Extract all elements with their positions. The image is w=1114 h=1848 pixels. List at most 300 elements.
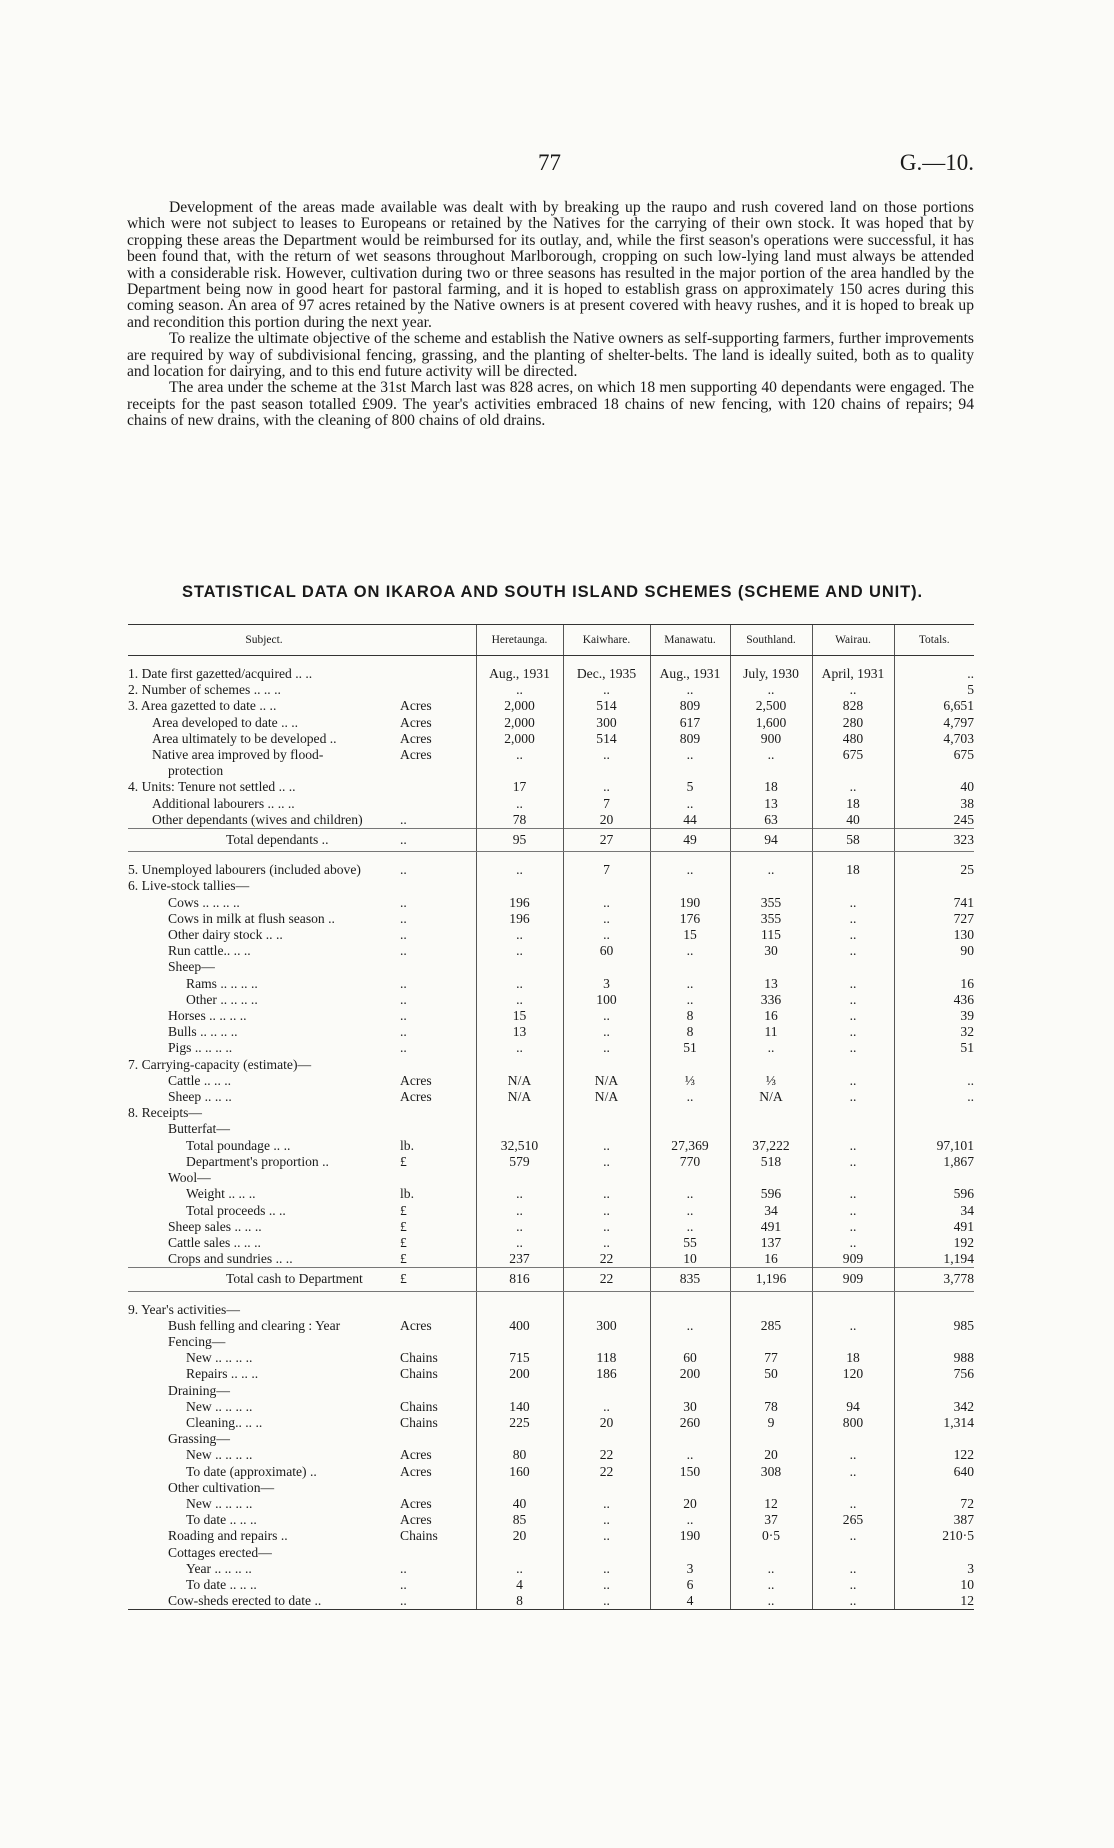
cell-manawatu: .. [650, 976, 730, 992]
cell-southland: 18 [730, 779, 812, 795]
cell-kaiwhare: .. [563, 1138, 650, 1154]
table-row [128, 878, 974, 894]
row-subject: Total dependants .. [128, 829, 400, 852]
cell-wairau: .. [812, 779, 894, 795]
cell-manawatu: 3 [650, 1561, 730, 1577]
cell-southland: 37,222 [730, 1138, 812, 1154]
cell-totals: 985 [894, 1318, 974, 1334]
cell-kaiwhare: .. [563, 1512, 650, 1528]
row-subject: 9. Year's activities— [128, 1301, 240, 1317]
cell-kaiwhare [563, 1105, 650, 1121]
cell-heretaunga: 140 [476, 1399, 563, 1415]
cell-manawatu: 176 [650, 911, 730, 927]
cell-heretaunga [476, 1170, 563, 1186]
row-subject: Cottages erected— [168, 1544, 272, 1560]
cell-wairau: .. [812, 1593, 894, 1610]
cell-manawatu: 49 [650, 829, 730, 852]
table-row [128, 1528, 974, 1544]
cell-totals [894, 1431, 974, 1447]
cell-wairau [812, 1334, 894, 1350]
cell-heretaunga: .. [476, 1235, 563, 1251]
cell-manawatu: .. [650, 747, 730, 763]
cell-manawatu [650, 1383, 730, 1399]
row-subject: Bush felling and clearing : Year [168, 1317, 341, 1333]
row-subject: Cow-sheds erected to date .. [128, 1593, 400, 1610]
cell-heretaunga: 816 [476, 1268, 563, 1291]
row-subject: To date .. .. .. [186, 1512, 257, 1528]
cell-heretaunga: 80 [476, 1447, 563, 1463]
cell-kaiwhare: 186 [563, 1366, 650, 1382]
cell-heretaunga: Aug., 1931 [476, 666, 563, 682]
document-code: G.—10. [899, 150, 974, 175]
table-row [128, 1040, 974, 1056]
cell-kaiwhare [563, 1334, 650, 1350]
cell-southland: 900 [730, 731, 812, 747]
cell-southland: 94 [730, 829, 812, 852]
cell-totals: 34 [894, 1203, 974, 1219]
row-unit: .. [400, 927, 407, 943]
cell-southland [730, 1057, 812, 1073]
row-subject: Total poundage .. .. [186, 1137, 291, 1153]
row-unit [400, 1383, 476, 1399]
cell-wairau: 94 [812, 1399, 894, 1415]
cell-wairau: .. [812, 682, 894, 698]
cell-kaiwhare: 3 [563, 976, 650, 992]
cell-manawatu: 8 [650, 1008, 730, 1024]
cell-totals [894, 1105, 974, 1121]
cell-totals [894, 878, 974, 894]
cell-kaiwhare [563, 1057, 650, 1073]
cell-manawatu: 150 [650, 1464, 730, 1480]
table-row [128, 1186, 974, 1202]
cell-southland: 336 [730, 992, 812, 1008]
cell-kaiwhare: .. [563, 1528, 650, 1544]
cell-southland [730, 959, 812, 975]
row-subject: Other dependants (wives and children) [152, 811, 363, 827]
cell-southland: 308 [730, 1464, 812, 1480]
cell-kaiwhare [563, 878, 650, 894]
cell-kaiwhare: .. [563, 1186, 650, 1202]
cell-manawatu: 617 [650, 715, 730, 731]
cell-manawatu: 809 [650, 698, 730, 714]
column-header-southland: Southland. [730, 625, 812, 656]
cell-kaiwhare: 22 [563, 1464, 650, 1480]
cell-heretaunga: 40 [476, 1496, 563, 1512]
cell-manawatu: 55 [650, 1235, 730, 1251]
row-unit: Chains [400, 1414, 438, 1430]
cell-kaiwhare: .. [563, 1154, 650, 1170]
row-subject: Wool— [168, 1170, 211, 1186]
cell-kaiwhare: 22 [563, 1251, 650, 1268]
cell-manawatu: .. [650, 1512, 730, 1528]
table-row [128, 911, 974, 927]
cell-wairau: 265 [812, 1512, 894, 1528]
cell-totals: .. [894, 666, 974, 682]
table-row [128, 1447, 974, 1463]
cell-manawatu [650, 1302, 730, 1318]
cell-kaiwhare: .. [563, 927, 650, 943]
paragraph: Development of the areas made available was dealt with by breaking up the raupo and rush covered land on those portions which were not subject to leases to Europeans or retained by the Natives for the carrying of their own stock. It was hoped that by cropping these areas the Department would be reimbursed for its outlay, and, while the first season's operations were successful, it has been found that, with the return of wet seasons throughout Marlborough, cropping on such low-lying land must always be attended with a considerable risk. However, cultivation during two or three seasons has resulted in the major portion of the area handled by the Department being now in good heart for pastoral farming, and it is hoped to establish grass on approximately 150 acres during this coming season. An area of 97 acres retained by the Native owners is at present covered with heavy rushes, and it is hoped to break up and recondition this portion during the next year. [127, 199, 974, 331]
cell-wairau: .. [812, 1138, 894, 1154]
cell-totals: 988 [894, 1350, 974, 1366]
cell-manawatu: .. [650, 1318, 730, 1334]
table-row [128, 829, 974, 852]
table-row [128, 927, 974, 943]
row-unit: Acres [400, 1447, 432, 1463]
cell-kaiwhare: 300 [563, 1318, 650, 1334]
cell-manawatu: .. [650, 1203, 730, 1219]
cell-heretaunga [476, 763, 563, 779]
cell-kaiwhare: .. [563, 682, 650, 698]
cell-wairau: 18 [812, 1350, 894, 1366]
cell-kaiwhare: 22 [563, 1268, 650, 1291]
table-row [128, 1561, 974, 1577]
cell-wairau: 909 [812, 1251, 894, 1268]
cell-wairau: 58 [812, 829, 894, 852]
cell-wairau: 40 [812, 812, 894, 829]
cell-kaiwhare: 7 [563, 862, 650, 878]
cell-wairau: 675 [812, 747, 894, 763]
cell-wairau: 120 [812, 1366, 894, 1382]
cell-manawatu: .. [650, 796, 730, 812]
cell-totals: 491 [894, 1219, 974, 1235]
row-subject: 2. Number of schemes .. .. .. [128, 682, 281, 698]
column-header-kaiwhare: Kaiwhare. [563, 625, 650, 656]
cell-heretaunga: 20 [476, 1528, 563, 1544]
cell-totals: 342 [894, 1399, 974, 1415]
cell-wairau: .. [812, 1496, 894, 1512]
cell-southland: 9 [730, 1415, 812, 1431]
cell-kaiwhare: .. [563, 911, 650, 927]
cell-heretaunga: 400 [476, 1318, 563, 1334]
cell-kaiwhare [563, 959, 650, 975]
cell-heretaunga: .. [476, 796, 563, 812]
cell-kaiwhare: 118 [563, 1350, 650, 1366]
body-text [127, 200, 974, 430]
cell-heretaunga [476, 959, 563, 975]
row-unit: .. [400, 1024, 407, 1040]
table-row [128, 1251, 974, 1268]
cell-totals: 16 [894, 976, 974, 992]
column-header-unit [400, 625, 476, 656]
cell-manawatu: Aug., 1931 [650, 666, 730, 682]
row-subject: Total cash to Department [128, 1268, 400, 1291]
cell-manawatu: 51 [650, 1040, 730, 1056]
cell-wairau: .. [812, 1073, 894, 1089]
cell-southland: 30 [730, 943, 812, 959]
cell-heretaunga [476, 878, 563, 894]
cell-totals: 51 [894, 1040, 974, 1056]
cell-totals: 1,194 [894, 1251, 974, 1268]
cell-heretaunga: .. [476, 976, 563, 992]
table-row [128, 1268, 974, 1291]
row-subject: Area developed to date .. .. [152, 714, 299, 730]
cell-totals: 25 [894, 862, 974, 878]
cell-heretaunga: 15 [476, 1008, 563, 1024]
cell-totals: 122 [894, 1447, 974, 1463]
cell-southland: 34 [730, 1203, 812, 1219]
cell-totals: 245 [894, 812, 974, 829]
cell-manawatu: 10 [650, 1251, 730, 1268]
table-row [128, 747, 974, 763]
cell-wairau: .. [812, 1008, 894, 1024]
cell-manawatu: 200 [650, 1366, 730, 1382]
cell-heretaunga: .. [476, 1040, 563, 1056]
page-number: 77 [538, 150, 561, 175]
cell-wairau: .. [812, 1577, 894, 1593]
cell-wairau: 18 [812, 862, 894, 878]
cell-manawatu [650, 1121, 730, 1137]
cell-manawatu [650, 959, 730, 975]
cell-manawatu: .. [650, 1186, 730, 1202]
cell-heretaunga: 196 [476, 911, 563, 927]
row-subject: Sheep sales .. .. .. [168, 1218, 262, 1234]
row-unit: £ [400, 1251, 407, 1267]
table-row [128, 1302, 974, 1318]
column-header-wairau: Wairau. [812, 625, 894, 656]
row-unit: .. [400, 991, 407, 1007]
row-unit: Chains [400, 1350, 438, 1366]
cell-southland: ⅓ [730, 1073, 812, 1089]
cell-southland: 77 [730, 1350, 812, 1366]
cell-wairau [812, 1383, 894, 1399]
row-unit: .. [400, 1576, 407, 1592]
row-subject: Cattle .. .. .. [168, 1072, 232, 1088]
cell-totals: 10 [894, 1577, 974, 1593]
cell-wairau [812, 1480, 894, 1496]
cell-totals: 741 [894, 895, 974, 911]
cell-wairau [812, 1170, 894, 1186]
row-unit: £ [400, 1234, 407, 1250]
table-row [128, 682, 974, 698]
cell-heretaunga: .. [476, 1186, 563, 1202]
table-row [128, 1318, 974, 1334]
cell-kaiwhare: .. [563, 1496, 650, 1512]
cell-kaiwhare [563, 1170, 650, 1186]
statistics-table [128, 624, 974, 1610]
row-subject: Sheep .. .. .. [168, 1089, 232, 1105]
row-subject: 8. Receipts— [128, 1105, 202, 1121]
cell-kaiwhare [563, 1431, 650, 1447]
cell-manawatu: 15 [650, 927, 730, 943]
cell-manawatu [650, 1545, 730, 1561]
row-unit: Acres [400, 1463, 432, 1479]
row-subject: 7. Carrying-capacity (estimate)— [128, 1056, 312, 1072]
cell-manawatu [650, 1334, 730, 1350]
table-row [128, 943, 974, 959]
cell-kaiwhare: .. [563, 1024, 650, 1040]
column-header-subject: Subject. [128, 625, 400, 656]
table-row [128, 1383, 974, 1399]
cell-kaiwhare: .. [563, 895, 650, 911]
row-subject: Additional labourers .. .. .. [152, 795, 295, 811]
cell-totals [894, 1383, 974, 1399]
cell-southland: 13 [730, 976, 812, 992]
row-unit: .. [400, 829, 476, 852]
cell-southland: .. [730, 1593, 812, 1610]
cell-manawatu: .. [650, 1219, 730, 1235]
cell-totals [894, 1480, 974, 1496]
cell-wairau: 18 [812, 796, 894, 812]
cell-heretaunga [476, 1431, 563, 1447]
row-subject: New .. .. .. .. [186, 1447, 253, 1463]
cell-totals: 39 [894, 1008, 974, 1024]
cell-kaiwhare: .. [563, 1593, 650, 1610]
table-row [128, 666, 974, 682]
cell-kaiwhare: 20 [563, 812, 650, 829]
row-unit [400, 796, 476, 812]
cell-southland: July, 1930 [730, 666, 812, 682]
row-subject: Pigs .. .. .. .. [168, 1040, 233, 1056]
row-subject: Other cultivation— [168, 1479, 275, 1495]
cell-wairau: .. [812, 1089, 894, 1105]
cell-heretaunga: .. [476, 1219, 563, 1235]
cell-manawatu: 809 [650, 731, 730, 747]
row-unit: .. [400, 1593, 476, 1610]
table-row [128, 1480, 974, 1496]
cell-wairau: .. [812, 976, 894, 992]
row-unit: .. [400, 975, 407, 991]
cell-manawatu [650, 1057, 730, 1073]
cell-totals: 436 [894, 992, 974, 1008]
cell-manawatu [650, 1431, 730, 1447]
cell-totals [894, 1057, 974, 1073]
cell-heretaunga [476, 1383, 563, 1399]
cell-wairau: .. [812, 1040, 894, 1056]
cell-heretaunga: 237 [476, 1251, 563, 1268]
row-subject: Year .. .. .. .. [186, 1560, 252, 1576]
cell-totals: 727 [894, 911, 974, 927]
cell-totals: 210·5 [894, 1528, 974, 1544]
row-subject: Run cattle.. .. .. [168, 943, 251, 959]
row-subject: Repairs .. .. .. [186, 1366, 259, 1382]
cell-southland: 2,500 [730, 698, 812, 714]
row-subject: Horses .. .. .. .. [168, 1008, 247, 1024]
cell-wairau: .. [812, 992, 894, 1008]
cell-totals: 387 [894, 1512, 974, 1528]
row-unit: .. [400, 910, 407, 926]
cell-southland: 16 [730, 1251, 812, 1268]
cell-southland [730, 1334, 812, 1350]
cell-wairau: .. [812, 911, 894, 927]
cell-totals: 4,703 [894, 731, 974, 747]
row-unit [400, 878, 476, 894]
row-unit: .. [400, 1008, 407, 1024]
cell-heretaunga [476, 1302, 563, 1318]
cell-kaiwhare: N/A [563, 1089, 650, 1105]
cell-southland: 11 [730, 1024, 812, 1040]
cell-southland: 355 [730, 911, 812, 927]
cell-manawatu: 770 [650, 1154, 730, 1170]
table-row [128, 763, 974, 779]
cell-totals: .. [894, 1089, 974, 1105]
table-row [128, 698, 974, 714]
cell-manawatu: 190 [650, 895, 730, 911]
cell-southland: 50 [730, 1366, 812, 1382]
table-row [128, 1399, 974, 1415]
cell-southland: 12 [730, 1496, 812, 1512]
column-header-heretaunga: Heretaunga. [476, 625, 563, 656]
cell-manawatu: 44 [650, 812, 730, 829]
cell-southland: 63 [730, 812, 812, 829]
cell-totals: 3 [894, 1561, 974, 1577]
table-row [128, 976, 974, 992]
table-row [128, 1415, 974, 1431]
cell-southland [730, 1302, 812, 1318]
row-subject: Cattle sales .. .. .. [168, 1234, 261, 1250]
cell-totals: 756 [894, 1366, 974, 1382]
cell-wairau: .. [812, 943, 894, 959]
row-unit [400, 779, 476, 795]
cell-wairau [812, 1057, 894, 1073]
cell-heretaunga: 95 [476, 829, 563, 852]
cell-wairau: .. [812, 895, 894, 911]
cell-heretaunga [476, 1480, 563, 1496]
row-unit: Acres [400, 1089, 432, 1105]
cell-manawatu: 4 [650, 1593, 730, 1610]
cell-totals: 3,778 [894, 1268, 974, 1291]
cell-southland [730, 1480, 812, 1496]
cell-manawatu [650, 1480, 730, 1496]
cell-southland [730, 1431, 812, 1447]
cell-southland: .. [730, 747, 812, 763]
row-unit [400, 1121, 476, 1137]
table-row [128, 1219, 974, 1235]
row-unit: Acres [400, 1317, 432, 1333]
table-row [128, 1024, 974, 1040]
cell-manawatu: 8 [650, 1024, 730, 1040]
cell-heretaunga: 2,000 [476, 731, 563, 747]
cell-southland: 16 [730, 1008, 812, 1024]
cell-totals: 1,314 [894, 1415, 974, 1431]
cell-southland: .. [730, 1577, 812, 1593]
cell-kaiwhare [563, 1480, 650, 1496]
table-row [128, 1057, 974, 1073]
cell-totals: 640 [894, 1464, 974, 1480]
cell-heretaunga: .. [476, 862, 563, 878]
row-unit: £ [400, 1268, 476, 1291]
cell-heretaunga: .. [476, 943, 563, 959]
cell-totals: 97,101 [894, 1138, 974, 1154]
cell-wairau: 280 [812, 715, 894, 731]
row-unit: .. [400, 894, 407, 910]
cell-kaiwhare: 514 [563, 698, 650, 714]
table-row [128, 812, 974, 829]
row-unit [400, 682, 476, 698]
cell-wairau: .. [812, 1561, 894, 1577]
cell-wairau: 480 [812, 731, 894, 747]
cell-wairau [812, 1302, 894, 1318]
table-row [128, 1431, 974, 1447]
row-subject: Sheep— [168, 959, 215, 975]
column-header-totals: Totals. [894, 625, 974, 656]
cell-heretaunga [476, 1545, 563, 1561]
row-unit: .. [400, 811, 407, 827]
cell-kaiwhare: .. [563, 1203, 650, 1219]
row-unit: Acres [400, 1495, 432, 1511]
cell-manawatu: .. [650, 682, 730, 698]
cell-manawatu: ⅓ [650, 1073, 730, 1089]
table-row [128, 1350, 974, 1366]
cell-kaiwhare: .. [563, 1235, 650, 1251]
row-subject: Cows .. .. .. .. [168, 894, 240, 910]
cell-southland: 285 [730, 1318, 812, 1334]
row-subject: Area ultimately to be developed .. [152, 730, 337, 746]
cell-southland [730, 763, 812, 779]
table-row [128, 1121, 974, 1137]
cell-totals: 90 [894, 943, 974, 959]
row-subject: Fencing— [168, 1333, 226, 1349]
